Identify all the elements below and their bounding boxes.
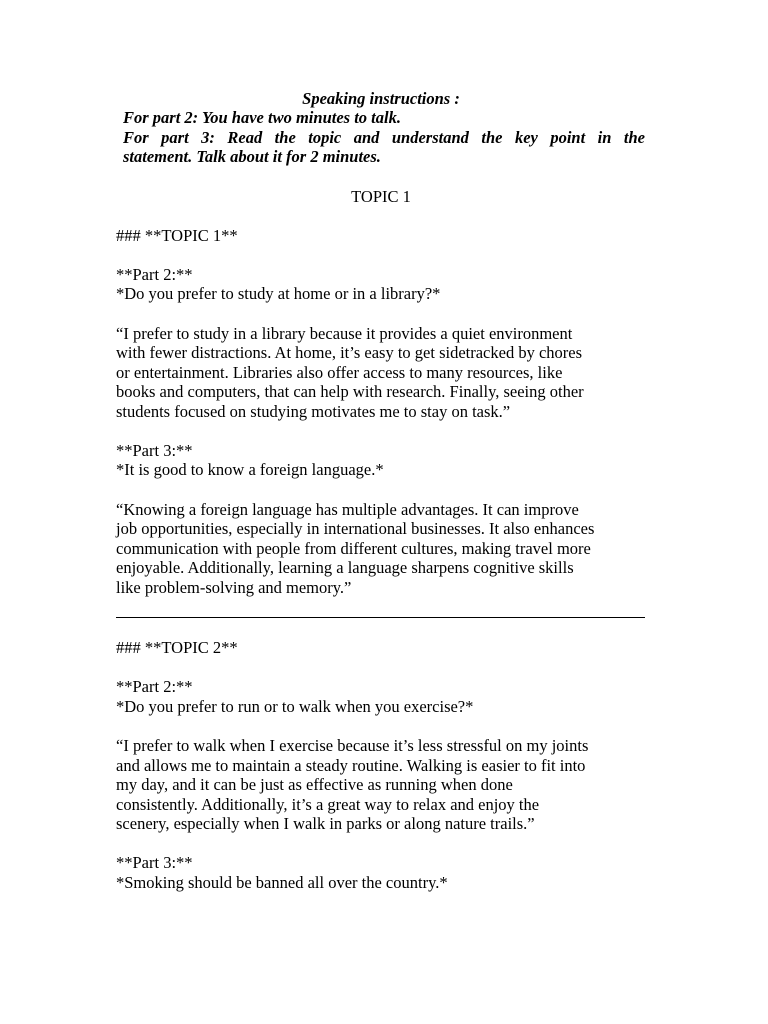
topic2-part3-question: *Smoking should be banned all over the country.* (116, 873, 448, 892)
topic1-part3-question: *It is good to know a foreign language.* (116, 460, 384, 479)
topic2-part2-answer-line: and allows me to maintain a steady routine. Walking is easier to fit into (116, 756, 586, 775)
topic1-part2-question: *Do you prefer to study at home or in a library?* (116, 284, 441, 303)
topic2-part2-label: **Part 2:** (116, 677, 193, 696)
part2-instruction: For part 2: You have two minutes to talk. (123, 108, 401, 127)
topic1-part2-answer-line: students focused on studying motivates me to stay on task.” (116, 402, 511, 421)
topic2-part2-answer-line: consistently. Additionally, it’s a great way to relax and enjoy the (116, 795, 540, 814)
topic1-part3-answer-line: job opportunities, especially in international businesses. It also enhances (116, 519, 595, 538)
topic1-heading: ### **TOPIC 1** (116, 226, 238, 245)
topic1-part2-answer-line: books and computers, that can help with research. Finally, seeing other (116, 382, 584, 401)
instructions-title: Speaking instructions : (302, 89, 460, 108)
topic2-part2-answer-line: “I prefer to walk when I exercise because it’s less stressful on my joints (116, 736, 589, 755)
topic1-part3-answer-line: “Knowing a foreign language has multiple advantages. It can improve (116, 500, 579, 519)
topic2-part2-answer-line: scenery, especially when I walk in parks or along nature trails.” (116, 814, 535, 833)
topic1-part2-answer-line: “I prefer to study in a library because it provides a quiet environment (116, 324, 573, 343)
topic1-part3-answer-line: like problem-solving and memory.” (116, 578, 352, 597)
horizontal-divider (116, 617, 645, 618)
topic1-part2-label: **Part 2:** (116, 265, 193, 284)
topic2-part3-label: **Part 3:** (116, 853, 193, 872)
part3-instruction-line1: For part 3: Read the topic and understand the key point in the (123, 128, 645, 147)
topic2-heading: ### **TOPIC 2** (116, 638, 238, 657)
topic1-part2-answer-line: with fewer distractions. At home, it’s easy to get sidetracked by chores (116, 343, 583, 362)
topic2-part2-answer-line: my day, and it can be just as effective as running when done (116, 775, 513, 794)
topic2-part2-question: *Do you prefer to run or to walk when you exercise?* (116, 697, 474, 716)
topic1-part3-answer-line: communication with people from different cultures, making travel more (116, 539, 591, 558)
topic1-part3-answer-line: enjoyable. Additionally, learning a language sharpens cognitive skills (116, 558, 574, 577)
part3-instruction-line2: statement. Talk about it for 2 minutes. (123, 147, 381, 166)
topic-heading: TOPIC 1 (351, 187, 411, 206)
topic1-part3-label: **Part 3:** (116, 441, 193, 460)
topic1-part2-answer-line: or entertainment. Libraries also offer access to many resources, like (116, 363, 563, 382)
